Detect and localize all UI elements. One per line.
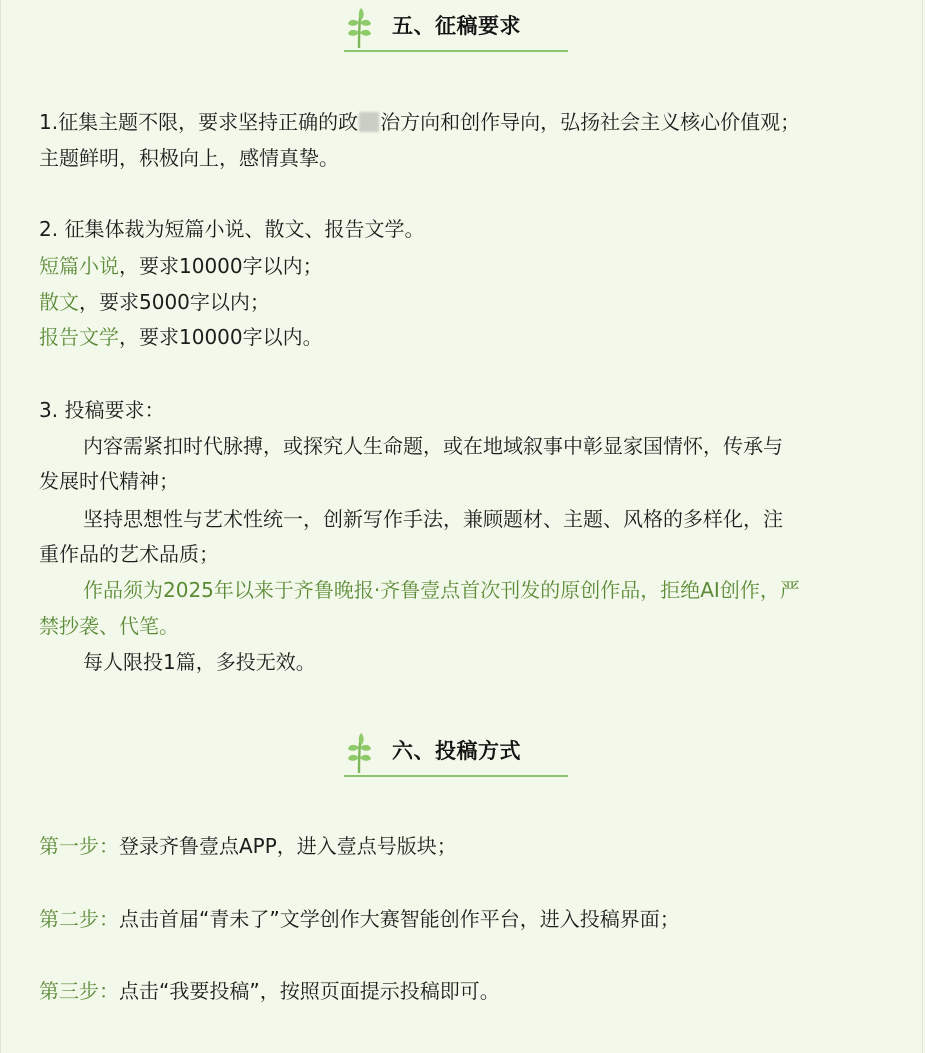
text-segment: 1.征集主题不限，要求坚持正确的政 bbox=[39, 110, 359, 134]
genre-name: 散文 bbox=[39, 290, 79, 314]
paragraph-line: 发展时代精神； bbox=[39, 469, 179, 493]
section-title: 六、投稿方式 bbox=[392, 739, 521, 763]
leaf-sprout-icon bbox=[344, 729, 376, 775]
genre-row bbox=[39, 252, 323, 280]
section-underline bbox=[344, 50, 568, 52]
section-header-5 bbox=[344, 2, 568, 52]
paragraph-line: 主题鲜明，积极向上，感情真挚。 bbox=[39, 146, 339, 170]
genre-name: 报告文学 bbox=[39, 325, 119, 349]
text-segment: 治方向和创作导向，弘扬社会主义核心价值观； bbox=[380, 110, 801, 134]
step-label: 第二步： bbox=[39, 907, 119, 931]
paragraph-line: 重作品的艺术品质； bbox=[39, 542, 219, 566]
step-label: 第一步： bbox=[39, 834, 119, 858]
step-row bbox=[39, 977, 500, 1005]
genre-row bbox=[39, 323, 323, 351]
step-row bbox=[39, 832, 457, 860]
section-header-6 bbox=[344, 727, 568, 777]
leaf-sprout-icon bbox=[344, 4, 376, 50]
step-text: 点击“我要投稿”，按照页面提示投稿即可。 bbox=[119, 979, 500, 1003]
section-title: 五、征稿要求 bbox=[392, 14, 521, 38]
genre-requirement: ，要求10000字以内。 bbox=[119, 325, 323, 349]
genre-requirement: ，要求10000字以内； bbox=[119, 254, 323, 278]
section-underline bbox=[344, 775, 568, 777]
paragraph-line: 每人限投1篇，多投无效。 bbox=[83, 650, 316, 674]
paragraph-line: 内容需紧扣时代脉搏，或探究人生命题，或在地域叙事中彰显家国情怀，传承与 bbox=[83, 434, 783, 458]
paragraph-line: 2. 征集体裁为短篇小说、散文、报告文学。 bbox=[39, 217, 425, 241]
paragraph-line: 坚持思想性与艺术性统一，创新写作手法，兼顾题材、主题、风格的多样化，注 bbox=[83, 507, 783, 531]
paragraph-line-highlight: 作品须为2025年以来于齐鲁晚报·齐鲁壹点首次刊发的原创作品，拒绝AI创作，严 bbox=[83, 578, 800, 602]
step-row bbox=[39, 905, 680, 933]
paragraph-line-highlight: 禁抄袭、代笔。 bbox=[39, 614, 179, 638]
genre-row bbox=[39, 288, 270, 316]
step-label: 第三步： bbox=[39, 979, 119, 1003]
step-text: 点击首届“青未了”文学创作大赛智能创作平台，进入投稿界面； bbox=[119, 907, 680, 931]
genre-name: 短篇小说 bbox=[39, 254, 119, 278]
step-text: 登录齐鲁壹点APP，进入壹点号版块； bbox=[119, 834, 457, 858]
paragraph-line bbox=[39, 108, 800, 136]
genre-requirement: ，要求5000字以内； bbox=[79, 290, 270, 314]
redaction-mark bbox=[359, 112, 379, 132]
paragraph-line: 3. 投稿要求： bbox=[39, 398, 165, 422]
